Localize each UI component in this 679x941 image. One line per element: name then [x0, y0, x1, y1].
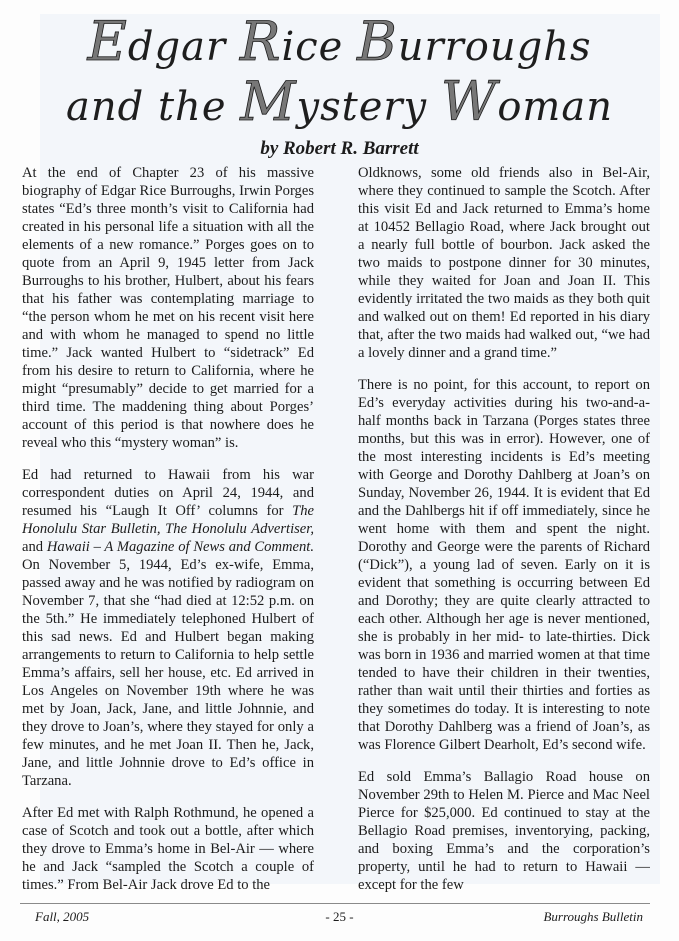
- paragraph: Ed sold Emma’s Ballagio Road house on November 29th to Helen M. Pierce and Mac Neel Pierce for $25,000. Ed continued to stay at the Bellagio Road premises, inventorying, packing, and boxing Emma’s and the corporation’s property, until he had to return to Hawaii — except for the few: [358, 769, 650, 893]
- title-initial-b: B: [357, 10, 398, 73]
- title-text: and the: [66, 84, 241, 130]
- title-initial-w: W: [440, 70, 498, 133]
- title-text: oman: [497, 84, 613, 130]
- title-initial-m: M: [240, 70, 297, 133]
- publication-name: The Honolulu Star Bulletin, The Honolulu Advertiser,: [22, 503, 314, 537]
- right-column: [358, 164, 650, 898]
- article-title-line-2: [0, 70, 679, 133]
- paragraph: After Ed met with Ralph Rothmund, he opened a case of Scotch and took out a bottle, after which they drove to Emma’s home in Bel-Air — where he and Jack “sampled the Scotch a couple of times.” From Bel-Air Jack drove Ed to the: [22, 805, 314, 893]
- title-text: ystery: [296, 84, 441, 130]
- title-initial-e: E: [87, 10, 128, 73]
- paragraph: Oldknows, some old friends also in Bel-Air, where they continued to sample the Scotch. After this visit Ed and Jack returned to Emma’s home at 10452 Bellagio Road, where Jack brought out a nearly full bottle of bourbon. Jack asked the two maids to postpone dinner for 30 minutes, while they waited for Joan and Joan II. This evidently irritated the two maids as they both quit and walked out on them! Ed reported in his diary that, after the two maids had walked out, “we had a lovely dinner and a grand time.”: [358, 165, 650, 361]
- left-column: [22, 164, 314, 898]
- paragraph-text: On November 5, 1944, Ed’s ex-wife, Emma, passed away and he was notified by radiogram on November 7, that she “had died at 12:52 p.m. on the 5th.” He immediately telephoned Hulbert of this sad news. Ed and Hulbert began making arrangements to return to California to help settle Emma’s affairs, sell her house, etc. Ed arrived in Los Angeles on November 19th where he was met by Joan, Jack, Jane, and little Johnnie, and they drove to Joan’s, where they stayed for only a few minutes, and he met Joan II. Then he, Jack, Jane, and little Johnnie drove to Ed’s office in Tarzana.: [22, 557, 314, 789]
- paragraph-text: and: [22, 539, 47, 555]
- paragraph: [22, 466, 314, 790]
- footer-divider: [20, 903, 650, 904]
- footer-issue: Fall, 2005: [35, 909, 90, 924]
- author-byline: by Robert R. Barrett: [260, 138, 419, 159]
- article-title-line-1: [0, 10, 679, 73]
- title-text: urroughs: [397, 24, 592, 70]
- footer-publication: Burroughs Bulletin: [543, 909, 643, 924]
- title-initial-r: R: [239, 10, 282, 73]
- paragraph-text: Ed had returned to Hawaii from his war correspondent duties on April 24, 1944, and resumed his “Laugh It Off’ columns for: [22, 467, 314, 519]
- paragraph: There is no point, for this account, to report on Ed’s everyday activities during his two-and-a-half months back in Tarzana (Porges states three months, but this was in error). However, one of the most interesting incidents is Ed’s meeting with George and Dorothy Dahlberg at Joan’s on Sunday, November 26, 1944. It is evident that Ed and the Dahlbergs hit if off immediately, since he went home with them and spent the night. Dorothy and George were the parents of Richard (“Dick”), a young lad of seven. Early on it is evident that something is occurring between Ed and Dorothy; they are quite clearly attracted to each other. Although her age is never mentioned, she is probably in her mid- to late-thirties. Dick was born in 1936 and married women at that time tended to have their children in their twenties, rather than wait until their thirties and forties as they sometimes do today. It is interesting to note that Dorothy Dahlberg was a friend of Joan’s, as was Florence Gilbert Dearholt, Ed’s second wife.: [358, 377, 650, 753]
- footer-page-number: - 25 -: [325, 909, 354, 924]
- title-text: ice: [281, 24, 358, 70]
- title-text: dgar: [127, 24, 240, 70]
- publication-name: Hawaii – A Magazine of News and Comment.: [46, 539, 314, 555]
- paragraph: At the end of Chapter 23 of his massive biography of Edgar Rice Burroughs, Irwin Porges states “Ed’s three month’s visit to California had created in his personal life a situation with all the elements of a new romance.” Porges goes on to quote from an April 9, 1945 letter from Jack Burroughs to his brother, Hulbert, about his fears that his father was contemplating marriage to “the person whom he met on his recent visit here and with whom he managed to spend no little time.” Jack wanted Hulbert to “sidetrack” Ed from his desire to return to California, where he might “presumably” decide to get married for a third time. The maddening thing about Porges’ account of this period is that nowhere does he reveal who this “mystery woman” is.: [22, 165, 314, 451]
